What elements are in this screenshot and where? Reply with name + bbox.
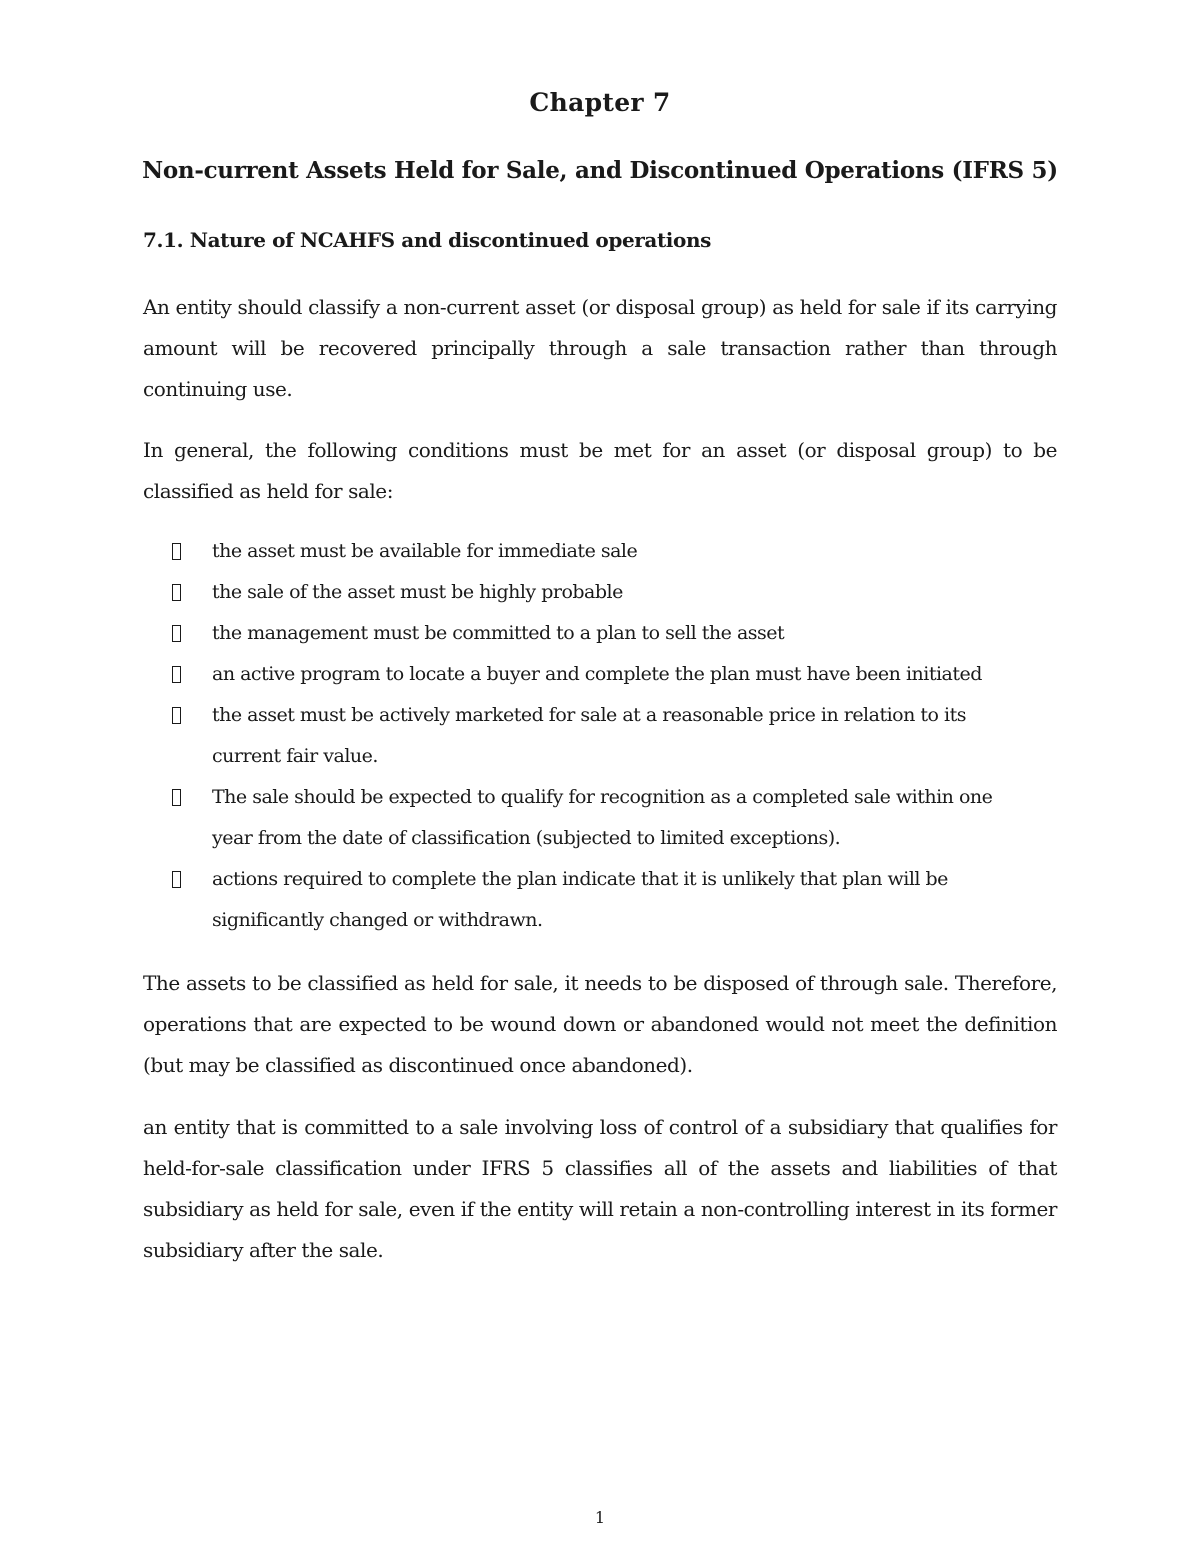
list-item (143, 531, 1057, 572)
bullet-box-icon (172, 871, 181, 888)
paragraph-classification-rule: An entity should classify a non-current asset (or disposal group) as held for sale if its carrying amount will be recovered principally through a sale transaction rather than through continuing use. (143, 295, 1057, 401)
list-item-text: the management must be committed to a plan to sell the asset (212, 622, 785, 644)
section-heading: 7.1. Nature of NCAHFS and discontinued operations (143, 228, 711, 252)
list-item-text: an active program to locate a buyer and complete the plan must have been initiated (212, 663, 982, 685)
list-item (143, 695, 1057, 777)
list-item (143, 613, 1057, 654)
paragraph-loss-of-control: an entity that is committed to a sale involving loss of control of a subsidiary that qualifies for held-for-sale classification under IFRS 5 classifies all of the assets and liabilities of that subsidiary as held for sale, even if the entity will retain a non-controlling interest in its former subsidiary after the sale. (143, 1115, 1057, 1262)
bullet-box-icon (172, 666, 181, 683)
page-number: 1 (594, 1508, 606, 1527)
list-item-text: actions required to complete the plan indicate that it is unlikely that plan will be significantly changed or withdrawn. (212, 868, 948, 931)
bullet-box-icon (172, 584, 181, 601)
list-item (143, 654, 1057, 695)
chapter-title: Chapter 7 (529, 88, 671, 117)
conditions-list (143, 531, 1057, 941)
list-item (143, 777, 1057, 859)
bullet-box-icon (172, 625, 181, 642)
list-item (143, 572, 1057, 613)
list-item (143, 859, 1057, 941)
list-item-text: the asset must be available for immediate sale (212, 540, 638, 562)
list-item-text: the asset must be actively marketed for sale at a reasonable price in relation to its current fair value. (212, 704, 966, 767)
paragraph-disposal-through-sale: The assets to be classified as held for sale, it needs to be disposed of through sale. Therefore, operations that are expected to be wound down or abandoned would not meet the definition (but may be classified as discontinued once abandoned). (143, 971, 1057, 1077)
bullet-box-icon (172, 789, 181, 806)
bullet-box-icon (172, 707, 181, 724)
list-item-text: the sale of the asset must be highly probable (212, 581, 623, 603)
list-item-text: The sale should be expected to qualify for recognition as a completed sale within one year from the date of classification (subjected to limited exceptions). (212, 786, 993, 849)
document-title: Non-current Assets Held for Sale, and Discontinued Operations (IFRS 5) (142, 157, 1058, 184)
paragraph-conditions-intro: In general, the following conditions must be met for an asset (or disposal group) to be classified as held for sale: (143, 438, 1057, 503)
bullet-box-icon (172, 543, 181, 560)
